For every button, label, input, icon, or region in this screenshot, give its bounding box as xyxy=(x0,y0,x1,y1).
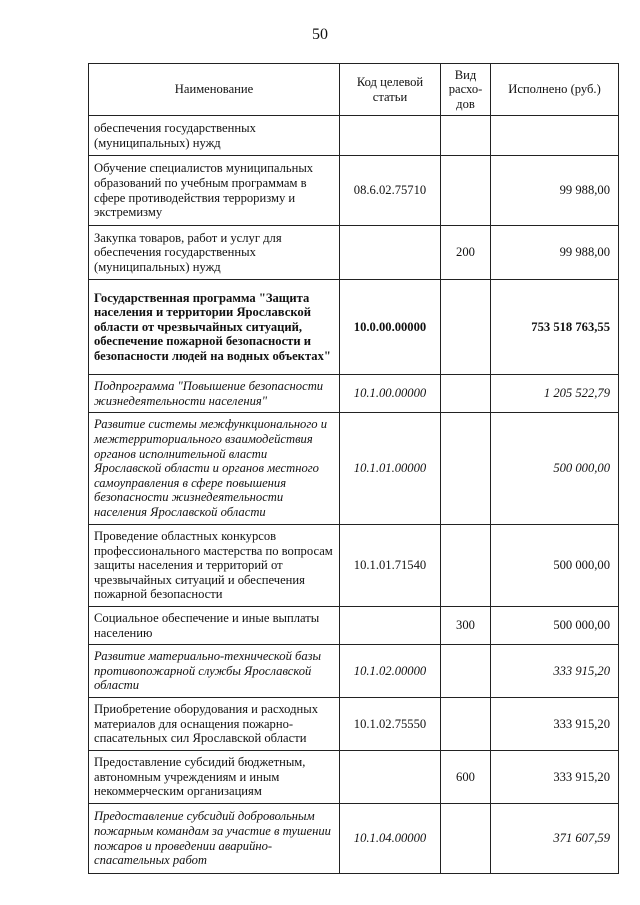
row-name-cell: Закупка товаров, работ и услуг для обеспечения государственных (муниципальных) нужд xyxy=(89,226,340,280)
table-row xyxy=(89,645,619,698)
row-code-cell xyxy=(340,226,441,280)
column-header-code: Код целевой статьи xyxy=(340,64,441,116)
table-row xyxy=(89,156,619,226)
row-kind-cell xyxy=(441,525,491,607)
table-row xyxy=(89,804,619,874)
table-row xyxy=(89,375,619,413)
row-amount-cell: 753 518 763,55 xyxy=(491,280,619,375)
table-row xyxy=(89,116,619,156)
row-code-cell: 10.1.00.00000 xyxy=(340,375,441,413)
row-name-cell: Подпрограмма "Повышение безопасности жизнедеятельности населения" xyxy=(89,375,340,413)
row-name-cell: Обучение специалистов муниципальных образований по учебным программам в сфере противодействия терроризму и экстремизму xyxy=(89,156,340,226)
column-header-executed: Исполнено (руб.) xyxy=(491,64,619,116)
budget-table xyxy=(88,63,619,874)
column-header-kind: Вид расхо-дов xyxy=(441,64,491,116)
row-amount-cell: 99 988,00 xyxy=(491,156,619,226)
row-name-cell: обеспечения государственных (муниципальных) нужд xyxy=(89,116,340,156)
row-name-cell: Развитие материально-технической базы противопожарной службы Ярославской области xyxy=(89,645,340,698)
row-amount-cell xyxy=(491,116,619,156)
row-name-cell: Социальное обеспечение и иные выплаты населению xyxy=(89,607,340,645)
table-row xyxy=(89,751,619,804)
row-code-cell: 10.1.01.71540 xyxy=(340,525,441,607)
row-kind-cell xyxy=(441,116,491,156)
row-kind-cell: 200 xyxy=(441,226,491,280)
row-code-cell: 10.0.00.00000 xyxy=(340,280,441,375)
row-amount-cell: 99 988,00 xyxy=(491,226,619,280)
row-kind-cell xyxy=(441,280,491,375)
table-header-row xyxy=(89,64,619,116)
row-kind-cell xyxy=(441,413,491,525)
page-number: 50 xyxy=(312,26,328,43)
row-kind-cell: 300 xyxy=(441,607,491,645)
row-amount-cell: 333 915,20 xyxy=(491,751,619,804)
row-amount-cell: 333 915,20 xyxy=(491,698,619,751)
row-amount-cell: 500 000,00 xyxy=(491,413,619,525)
row-code-cell: 10.1.02.75550 xyxy=(340,698,441,751)
row-name-cell: Проведение областных конкурсов профессионального мастерства по вопросам защиты населения и территорий от чрезвычайных ситуаций и обеспечения пожарной безопасности xyxy=(89,525,340,607)
table-row xyxy=(89,413,619,525)
table-row xyxy=(89,607,619,645)
row-code-cell: 10.1.02.00000 xyxy=(340,645,441,698)
table-body xyxy=(89,116,619,874)
row-code-cell: 10.1.01.00000 xyxy=(340,413,441,525)
row-kind-cell: 600 xyxy=(441,751,491,804)
column-header-name: Наименование xyxy=(89,64,340,116)
row-kind-cell xyxy=(441,375,491,413)
row-name-cell: Развитие системы межфункционального и межтерриториального взаимодействия органов исполнительной власти Ярославской области и органов местного самоуправления в сфере повышения безопасности жизнедеятельности населения Ярославской области xyxy=(89,413,340,525)
row-code-cell xyxy=(340,116,441,156)
row-kind-cell xyxy=(441,804,491,874)
table-row xyxy=(89,525,619,607)
row-name-cell: Предоставление субсидий бюджетным, автономным учреждениям и иным некоммерческим организациям xyxy=(89,751,340,804)
row-name-cell: Предоставление субсидий добровольным пожарным командам за участие в тушении пожаров и проведении аварийно-спасательных работ xyxy=(89,804,340,874)
row-kind-cell xyxy=(441,698,491,751)
row-amount-cell: 1 205 522,79 xyxy=(491,375,619,413)
row-kind-cell xyxy=(441,645,491,698)
row-code-cell: 08.6.02.75710 xyxy=(340,156,441,226)
table-row xyxy=(89,698,619,751)
table-row xyxy=(89,280,619,375)
row-code-cell xyxy=(340,751,441,804)
row-name-cell: Государственная программа "Защита населения и территории Ярославской области от чрезвычайных ситуаций, обеспечение пожарной безопасности и безопасности людей на водных объектах" xyxy=(89,280,340,375)
row-amount-cell: 333 915,20 xyxy=(491,645,619,698)
row-amount-cell: 500 000,00 xyxy=(491,607,619,645)
row-code-cell: 10.1.04.00000 xyxy=(340,804,441,874)
row-amount-cell: 500 000,00 xyxy=(491,525,619,607)
row-amount-cell: 371 607,59 xyxy=(491,804,619,874)
row-code-cell xyxy=(340,607,441,645)
table-row xyxy=(89,226,619,280)
row-kind-cell xyxy=(441,156,491,226)
row-name-cell: Приобретение оборудования и расходных материалов для оснащения пожарно-спасательных сил Ярославской области xyxy=(89,698,340,751)
